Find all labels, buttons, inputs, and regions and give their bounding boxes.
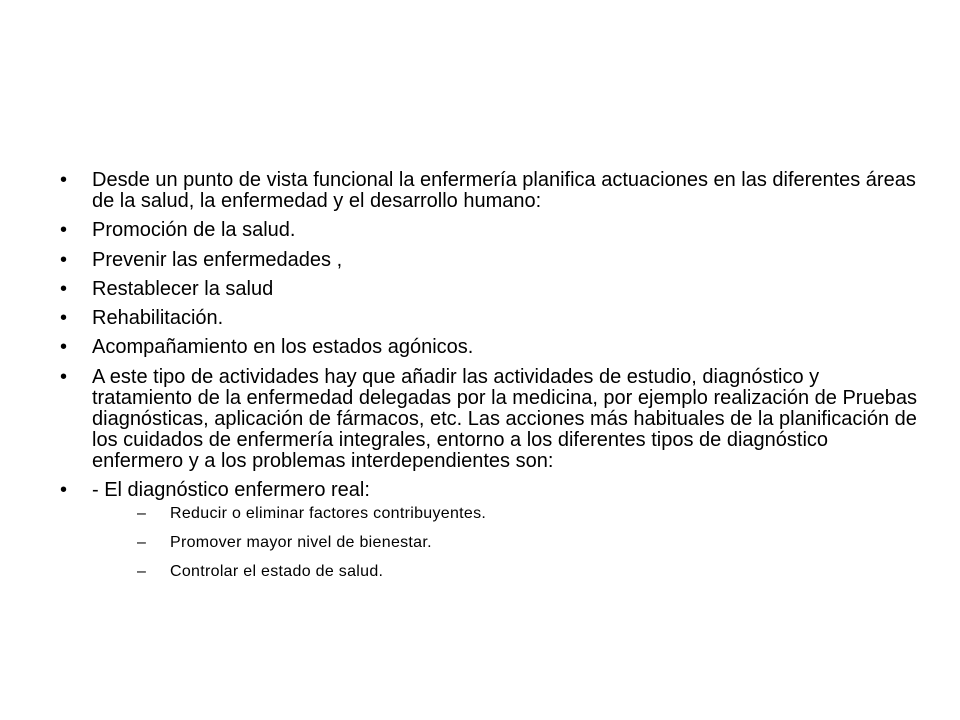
bullet-icon: •: [60, 365, 68, 388]
list-item: [60, 308, 920, 329]
sub-list-item: [92, 534, 920, 552]
dash-icon: –: [137, 534, 147, 552]
sub-list-item: [92, 563, 920, 581]
bullet-icon: •: [60, 307, 68, 330]
list-item-text: Desde un punto de vista funcional la enfermería planifica actuaciones en las diferentes áreas de la salud, la enfermedad y el desarrollo humano:: [92, 169, 916, 212]
dash-icon: –: [137, 563, 147, 581]
list-item: [60, 337, 920, 358]
list-item: [60, 250, 920, 271]
list-item: [60, 480, 920, 581]
sub-bullet-list: [92, 505, 920, 581]
bullet-icon: •: [60, 277, 68, 300]
bullet-icon: •: [60, 219, 68, 242]
slide-body: [60, 170, 920, 592]
list-item: [60, 367, 920, 472]
list-item-text: Promoción de la salud.: [92, 219, 296, 242]
sub-list-item-text: Controlar el estado de salud.: [170, 563, 384, 581]
bullet-list: [60, 170, 920, 581]
dash-icon: –: [137, 505, 147, 523]
sub-list-item-text: Reducir o eliminar factores contribuyentes.: [170, 505, 487, 523]
bullet-icon: •: [60, 336, 68, 359]
list-item-text: - El diagnóstico enfermero real:: [92, 479, 370, 502]
list-item: [60, 220, 920, 241]
list-item-text: A este tipo de actividades hay que añadir las actividades de estudio, diagnóstico y tratamiento de la enfermedad delegadas por la medicina, por ejemplo realización de Pruebas diagnósticas, aplicación de fármacos, etc. Las acciones más habituales de la planificación de los cuidados de enfermería integrales, entorno a los diferentes tipos de diagnóstico enfermero y a los problemas interdependientes son:: [92, 365, 917, 472]
list-item: [60, 170, 920, 212]
bullet-icon: •: [60, 169, 68, 191]
list-item-text: Rehabilitación.: [92, 307, 224, 330]
list-item-text: Acompañamiento en los estados agónicos.: [92, 336, 474, 359]
sub-list-item: [92, 505, 920, 523]
list-item-text: Prevenir las enfermedades ,: [92, 248, 343, 271]
sub-list-item-text: Promover mayor nivel de bienestar.: [170, 534, 432, 552]
list-item: [60, 279, 920, 300]
bullet-icon: •: [60, 248, 68, 271]
list-item-text: Restablecer la salud: [92, 277, 274, 300]
bullet-icon: •: [60, 479, 68, 502]
